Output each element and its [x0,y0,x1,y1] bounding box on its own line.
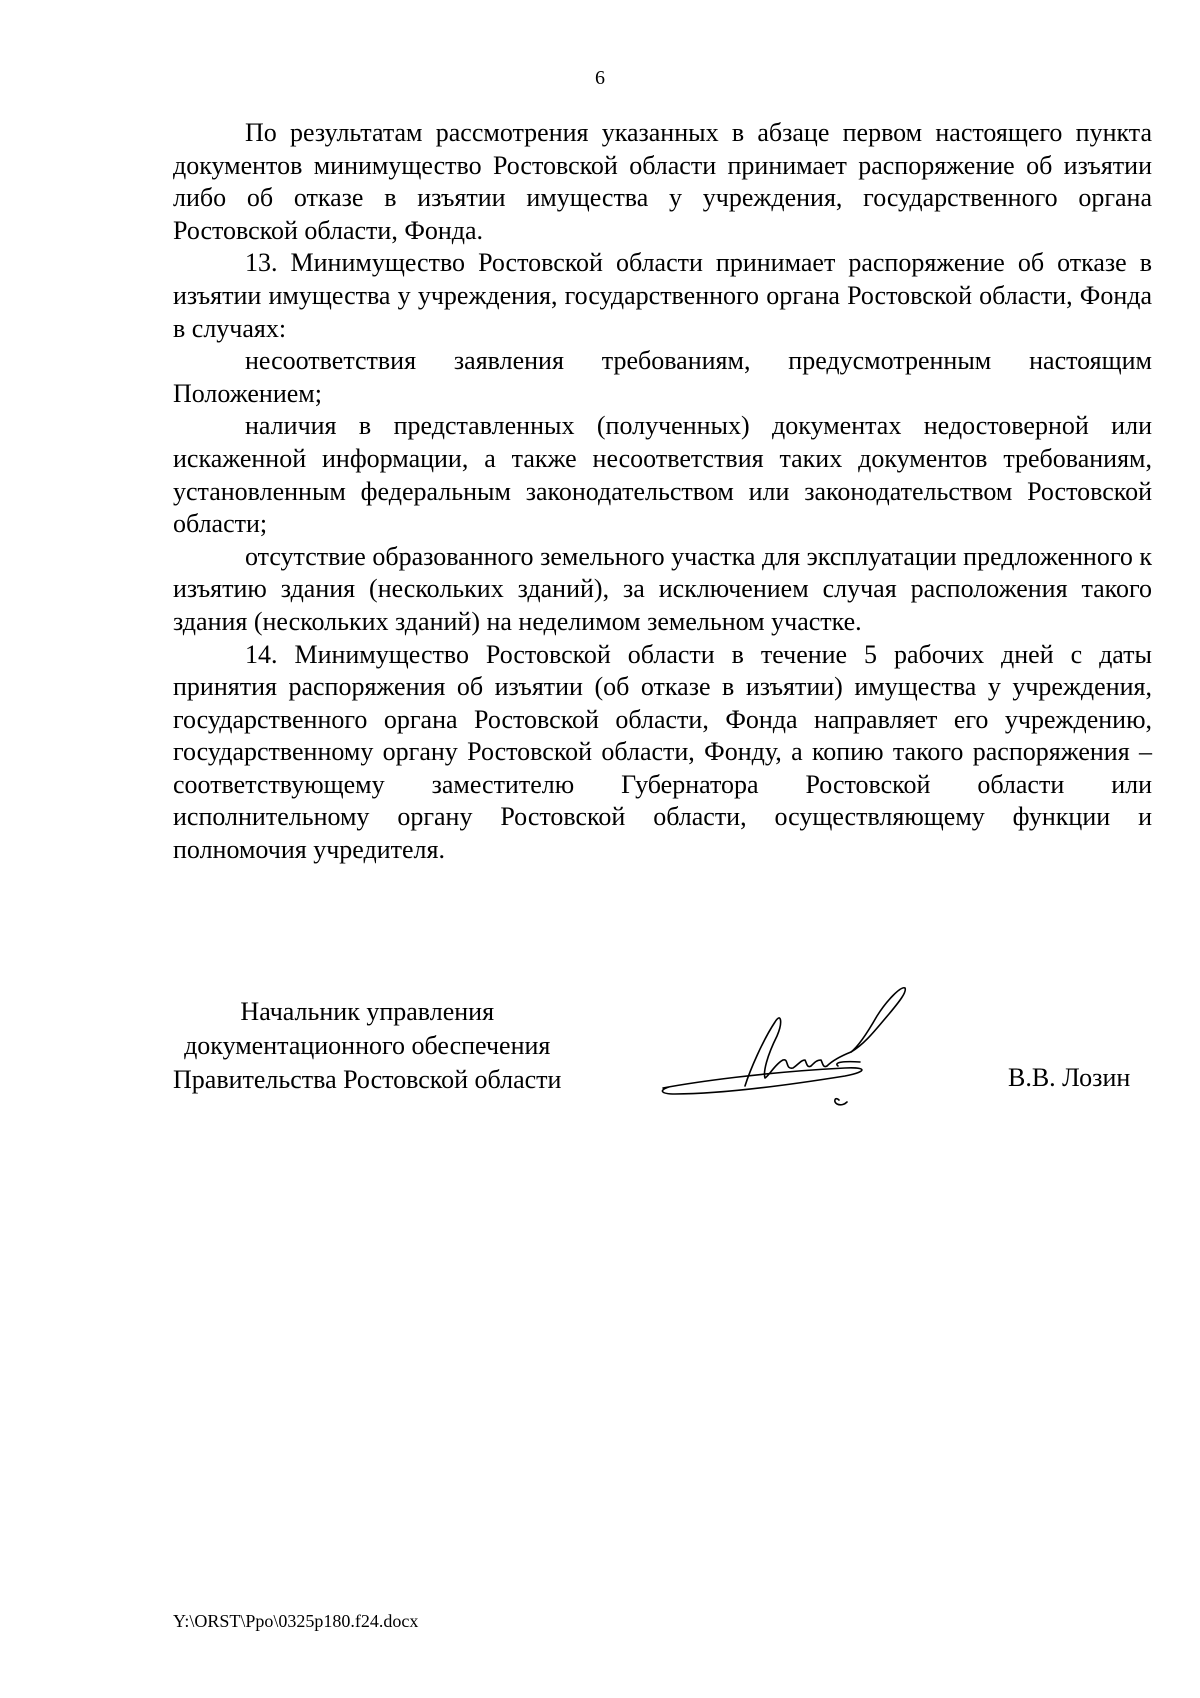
file-path: Y:\ORST\Ppo\0325p180.f24.docx [173,1611,419,1631]
page-number: 6 [595,67,605,89]
paragraph-item-13: 13. Минимущество Ростовской области принимает распоряжение об отказе в изъятии имущества у учреждения, государственного органа Ростовской области, Фонда в случаях: [173,248,1152,343]
paragraph-refusal-reason-3: отсутствие образованного земельного участка для эксплуатации предложенного к изъятию здания (нескольких зданий), за исключением случая расположения такого здания (нескольких зданий) на неделимом земельном участке. [173,541,1152,636]
signatory-title-line: Начальник управления [240,997,495,1026]
signatory-title-line: Правительства Ростовской области [173,1065,562,1094]
paragraph-refusal-reason-2: наличия в представленных (полученных) документах недостоверной или искаженной информации, а также несоответствия таких документов требованиям, установленным федеральным законодательством или законодательством Ростовской области; [173,411,1152,539]
signatory-title-line: документационного обеспечения [184,1031,551,1060]
signer-name: В.В. Лозин [1008,1063,1131,1092]
paragraph-item-14: 14. Минимущество Ростовской области в течение 5 рабочих дней с даты принятия распоряжения об изъятии (об отказе в изъятии) имущества у учреждения, государственного органа Ростовской области, Фонда направляет его учреждению, государственному органу Ростовской области, Фонду, а копию такого распоряжения – соответствующему заместителю Губернатора Ростовской области или исполнительному органу Ростовской области, осуществляющему функции и полномочия учредителя. [173,639,1152,865]
signatory-title [173,995,561,1097]
paragraph-decision: По результатам рассмотрения указанных в абзаце первом настоящего пункта документов минимущество Ростовской области принимает распоряжение об изъятии либо об отказе в изъятии имущества у учреждения, государственного органа Ростовской области, Фонда. [173,118,1152,245]
handwritten-signature [655,960,915,1110]
document-body [173,117,1152,867]
paragraph-refusal-reason-1: несоответствия заявления требованиям, предусмотренным настоящим Положением; [173,346,1152,408]
